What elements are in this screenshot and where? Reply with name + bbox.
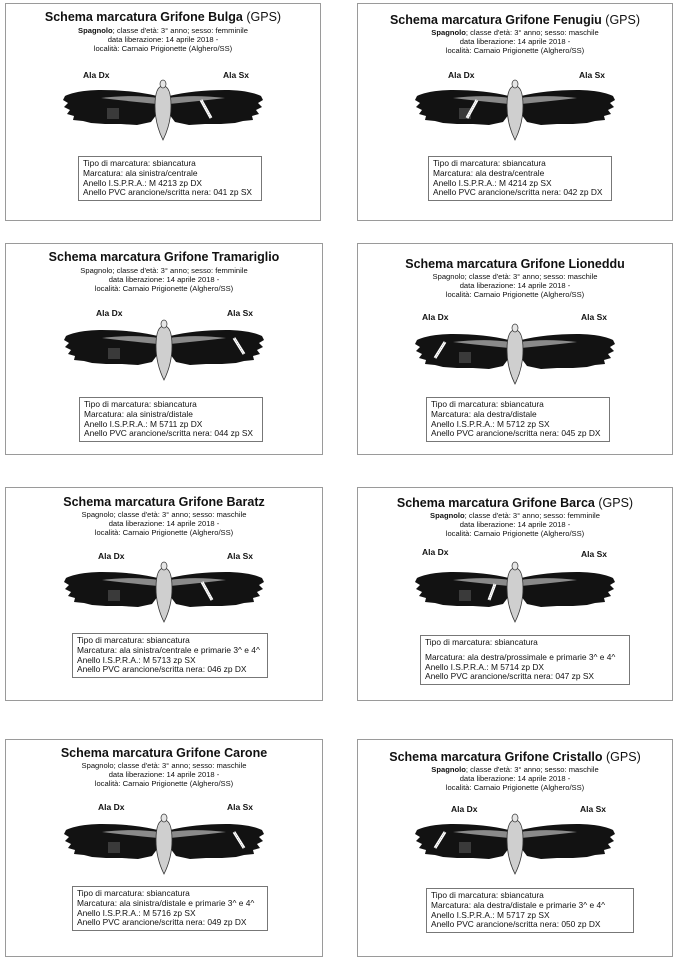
vulture-body <box>507 86 523 140</box>
card-subtitle: Spagnolo; classe d'età: 3° anno; sesso: femminile data liberazione: 14 aprile 2018 - località: Carnaio Prigionette (Alghero/SS) <box>430 511 600 539</box>
wing-dx <box>64 330 158 365</box>
marking-info-box: Tipo di marcatura: sbiancatura Marcatura: ala sinistra/centrale e primarie 3^ e 4^ Anello I.S.P.R.A.: M 5713 zp SX Anello PVC arancione/scritta nera: 046 zp DX <box>72 633 268 678</box>
wing-dx <box>64 824 158 859</box>
vulture-body <box>507 568 523 622</box>
card-title: Schema marcatura Grifone Barca (GPS) <box>396 496 634 510</box>
vulture-head <box>161 320 167 328</box>
card-subtitle: Spagnolo; classe d'età: 3° anno; sesso: femminile data liberazione: 14 aprile 2018 - località: Carnaio Prigionette (Alghero/SS) <box>80 266 248 294</box>
label-ala-dx: Ala Dx <box>422 547 449 557</box>
card-title: Schema marcatura Grifone Bulga (GPS) <box>44 10 282 24</box>
card-subtitle: Spagnolo; classe d'età: 3° anno; sesso: maschile data liberazione: 14 aprile 2018 - località: Carnaio Prigionette (Alghero/SS) <box>81 761 247 789</box>
label-ala-sx: Ala Sx <box>227 802 253 812</box>
card-baratz <box>5 487 323 701</box>
vulture-drawing <box>62 560 266 624</box>
card-lioneddu <box>357 243 673 455</box>
vulture-head <box>512 80 518 88</box>
label-ala-sx: Ala Sx <box>579 70 605 80</box>
card-tramariglio <box>5 243 323 455</box>
card-subtitle: Spagnolo; classe d'età: 3° anno; sesso: maschile data liberazione: 14 aprile 2018 - località: Carnaio Prigionette (Alghero/SS) <box>81 510 247 538</box>
wing-sx <box>521 90 615 125</box>
wing-patch <box>459 352 471 363</box>
card-bulga <box>5 3 321 221</box>
wing-dx <box>415 824 509 859</box>
label-ala-dx: Ala Dx <box>96 308 123 318</box>
vulture-head <box>512 814 518 822</box>
vulture-head <box>512 562 518 570</box>
label-ala-dx: Ala Dx <box>98 551 125 561</box>
vulture-head <box>161 562 167 570</box>
vulture-drawing <box>413 322 617 386</box>
label-ala-sx: Ala Sx <box>227 551 253 561</box>
wing-sx <box>521 824 615 859</box>
label-ala-sx: Ala Sx <box>580 804 606 814</box>
wing-sx <box>169 90 263 125</box>
wing-patch <box>107 108 119 119</box>
wing-patch <box>108 590 120 601</box>
vulture-body <box>156 568 172 622</box>
marking-info-box: Tipo di marcatura: sbiancatura Marcatura: ala sinistra/distale e primarie 3^ e 4^ Anello I.S.P.R.A.: M 5716 zp SX Anello PVC arancione/scritta nera: 049 zp DX <box>72 886 268 931</box>
vulture-drawing <box>61 78 265 142</box>
marking-info-box: Tipo di marcatura: sbiancatura Marcatura: ala destra/distale e primarie 3^ e 4^ Anello I.S.P.R.A.: M 5717 zp SX Anello PVC arancione/scritta nera: 050 zp DX <box>426 888 634 933</box>
wing-sx <box>170 824 264 859</box>
label-ala-sx: Ala Sx <box>581 549 607 559</box>
vulture-drawing <box>62 318 266 382</box>
label-ala-dx: Ala Dx <box>83 70 110 80</box>
label-ala-dx: Ala Dx <box>98 802 125 812</box>
wing-dx <box>63 90 157 125</box>
card-subtitle: Spagnolo; classe d'età: 3° anno; sesso: maschile data liberazione: 14 aprile 2018 - località: Carnaio Prigionette (Alghero/SS) <box>431 28 599 56</box>
vulture-drawing <box>413 812 617 876</box>
card-title: Schema marcatura Grifone Fenugiu (GPS) <box>389 13 641 27</box>
card-subtitle: Spagnolo; classe d'età: 3° anno; sesso: maschile data liberazione: 14 aprile 2018 - località: Carnaio Prigionette (Alghero/SS) <box>431 765 599 793</box>
wing-patch <box>108 348 120 359</box>
card-title: Schema marcatura Grifone Carone <box>60 746 268 760</box>
label-ala-dx: Ala Dx <box>422 312 449 322</box>
vulture-body <box>156 820 172 874</box>
vulture-drawing <box>413 78 617 142</box>
wing-dx <box>415 90 509 125</box>
wing-dx <box>64 572 158 607</box>
card-fenugiu <box>357 3 673 221</box>
card-cristallo <box>357 739 673 957</box>
vulture-body <box>155 86 171 140</box>
wing-sx <box>521 572 615 607</box>
vulture-body <box>156 326 172 380</box>
wing-dx <box>415 572 509 607</box>
card-barca <box>357 487 673 701</box>
card-subtitle: Spagnolo; classe d'età: 3° anno; sesso: femminile data liberazione: 14 aprile 2018 - località: Carnaio Prigionette (Alghero/SS) <box>78 26 248 54</box>
wing-sx <box>170 330 264 365</box>
wing-patch <box>459 590 471 601</box>
label-ala-sx: Ala Sx <box>223 70 249 80</box>
wing-sx <box>521 334 615 369</box>
vulture-body <box>507 330 523 384</box>
vulture-head <box>161 814 167 822</box>
card-subtitle: Spagnolo; classe d'età: 3° anno; sesso: maschile data liberazione: 14 aprile 2018 - località: Carnaio Prigionette (Alghero/SS) <box>432 272 598 300</box>
vulture-head <box>160 80 166 88</box>
label-ala-sx: Ala Sx <box>581 312 607 322</box>
marking-info-box: Tipo di marcatura: sbiancatura Marcatura: ala destra/centrale Anello I.S.P.R.A.: M 4214 zp SX Anello PVC arancione/scritta nera: 042 zp DX <box>428 156 612 201</box>
wing-patch <box>108 842 120 853</box>
card-carone <box>5 739 323 957</box>
marking-info-box: Tipo di marcatura: sbiancatura Marcatura: ala sinistra/distale Anello I.S.P.R.A.: M 5711 zp DX Anello PVC arancione/scritta nera: 044 zp SX <box>79 397 263 442</box>
label-ala-dx: Ala Dx <box>448 70 475 80</box>
wing-dx <box>415 334 509 369</box>
label-ala-sx: Ala Sx <box>227 308 253 318</box>
marking-info-box: Tipo di marcatura: sbiancatura Marcatura: ala sinistra/centrale Anello I.S.P.R.A.: M 4213 zp DX Anello PVC arancione/scritta nera: 041 zp SX <box>78 156 262 201</box>
wing-patch <box>459 842 471 853</box>
wing-sx <box>170 572 264 607</box>
card-title: Schema marcatura Grifone Lioneddu <box>405 257 625 271</box>
vulture-head <box>512 324 518 332</box>
vulture-drawing <box>413 560 617 624</box>
vulture-drawing <box>62 812 266 876</box>
label-ala-dx: Ala Dx <box>451 804 478 814</box>
card-title: Schema marcatura Grifone Cristallo (GPS) <box>389 750 641 764</box>
card-title: Schema marcatura Grifone Baratz <box>63 495 265 509</box>
card-title: Schema marcatura Grifone Tramariglio <box>48 250 280 264</box>
marking-info-box: Tipo di marcatura: sbiancatura Marcatura: ala destra/prossimale e primarie 3^ e 4^ Anello I.S.P.R.A.: M 5714 zp DX Anello PVC arancione/scritta nera: 047 zp SX <box>420 635 630 685</box>
marking-info-box: Tipo di marcatura: sbiancatura Marcatura: ala destra/distale Anello I.S.P.R.A.: M 5712 zp SX Anello PVC arancione/scritta nera: 045 zp DX <box>426 397 610 442</box>
vulture-body <box>507 820 523 874</box>
